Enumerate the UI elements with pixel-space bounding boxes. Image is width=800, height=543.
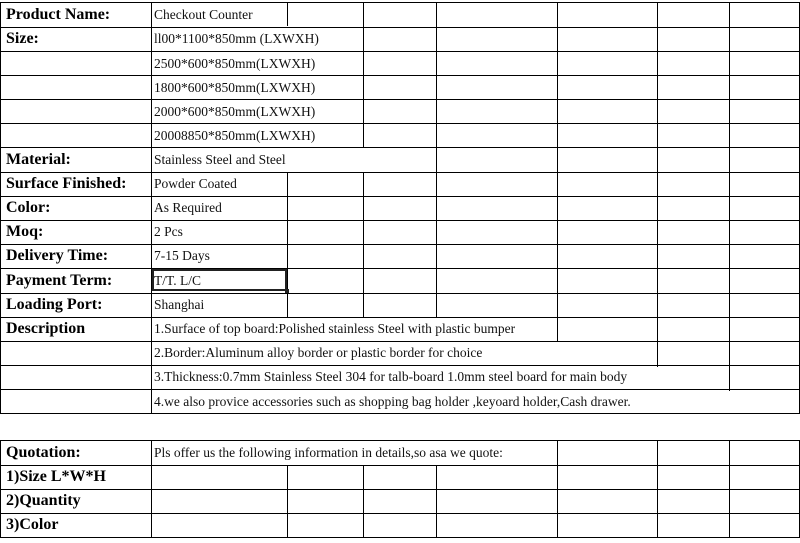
label-quotation: Quotation: — [6, 444, 81, 461]
grid-line — [0, 513, 800, 514]
grid-line — [287, 172, 288, 318]
cell-value[interactable]: Pls offer us the following information in details,so asa we quote: — [154, 445, 503, 460]
label-surface-finished: Surface Finished: — [6, 175, 127, 192]
cell-value[interactable]: Shanghai — [154, 297, 205, 312]
grid-line — [0, 389, 800, 390]
grid-line — [0, 2, 800, 3]
grid-line — [0, 220, 800, 221]
grid-line — [0, 268, 800, 269]
grid-line — [729, 2, 730, 391]
cell-value[interactable]: 7-15 Days — [154, 248, 210, 263]
grid-line — [557, 440, 558, 538]
label-quote-color: 3)Color — [6, 516, 59, 533]
cell-value[interactable]: 2000*600*850mm(LXWXH) — [154, 104, 316, 119]
grid-line — [0, 465, 800, 466]
grid-line — [0, 489, 800, 490]
grid-line — [0, 293, 800, 294]
cell-value-selected[interactable]: T/T. L/C — [154, 273, 201, 288]
grid-line — [151, 2, 152, 414]
cell-value[interactable]: 4.we also provice accessories such as shopping bag holder ,keyoard holder,Cash drawer. — [154, 394, 631, 409]
label-loading-port: Loading Port: — [6, 296, 103, 313]
grid-line — [657, 2, 658, 367]
cell-value[interactable]: 20008850*850mm(LXWXH) — [154, 128, 316, 143]
label-quantity: 2)Quantity — [6, 492, 81, 509]
label-material: Material: — [6, 151, 71, 168]
grid-line — [0, 27, 800, 28]
grid-line — [0, 413, 800, 414]
cell-value[interactable]: 2.Border:Aluminum alloy border or plastic border for choice — [154, 345, 483, 360]
grid-line — [287, 2, 288, 26]
cell-value[interactable]: Powder Coated — [154, 176, 237, 191]
fill-handle[interactable] — [285, 289, 289, 293]
grid-line — [0, 196, 800, 197]
label-moq: Moq: — [6, 223, 44, 240]
grid-line — [287, 465, 288, 538]
cell-value[interactable]: Checkout Counter — [154, 7, 253, 22]
grid-line — [436, 465, 437, 538]
grid-line — [363, 172, 364, 318]
label-size: Size: — [6, 30, 39, 47]
cell-value[interactable]: 3.Thickness:0.7mm Stainless Steel 304 for talb-board 1.0mm steel board for main body — [154, 369, 628, 384]
cell-value[interactable]: As Required — [154, 200, 222, 215]
grid-line — [557, 2, 558, 342]
grid-line — [657, 440, 658, 538]
grid-line — [0, 440, 1, 538]
cell-value[interactable]: ll00*1100*850mm (LXWXH) — [154, 31, 319, 46]
grid-line — [151, 440, 152, 538]
grid-line — [436, 2, 437, 318]
grid-line — [0, 2, 1, 414]
grid-line — [363, 2, 364, 147]
grid-line — [0, 123, 800, 124]
grid-line — [0, 440, 800, 441]
cell-value[interactable]: 1.Surface of top board:Polished stainless Steel with plastic bumper — [154, 321, 516, 336]
grid-line — [363, 465, 364, 538]
grid-line — [0, 99, 800, 100]
grid-line — [729, 440, 730, 538]
cell-value[interactable]: 2 Pcs — [154, 224, 183, 239]
cell-value[interactable]: 1800*600*850mm(LXWXH) — [154, 80, 316, 95]
grid-line — [0, 147, 800, 148]
label-color: Color: — [6, 199, 51, 216]
cell-value[interactable]: 2500*600*850mm(LXWXH) — [154, 56, 316, 71]
cell-value[interactable]: Stainless Steel and Steel — [154, 152, 286, 167]
label-description: Description — [6, 320, 86, 337]
label-size-lwh: 1)Size L*W*H — [6, 468, 106, 485]
selected-cell-border[interactable] — [152, 269, 287, 291]
grid-line — [0, 75, 800, 76]
label-payment-term: Payment Term: — [6, 272, 113, 289]
grid-line — [0, 537, 800, 538]
label-delivery-time: Delivery Time: — [6, 247, 109, 264]
grid-line — [0, 244, 800, 245]
label-product-name: Product Name: — [6, 6, 111, 23]
grid-line — [0, 51, 800, 52]
